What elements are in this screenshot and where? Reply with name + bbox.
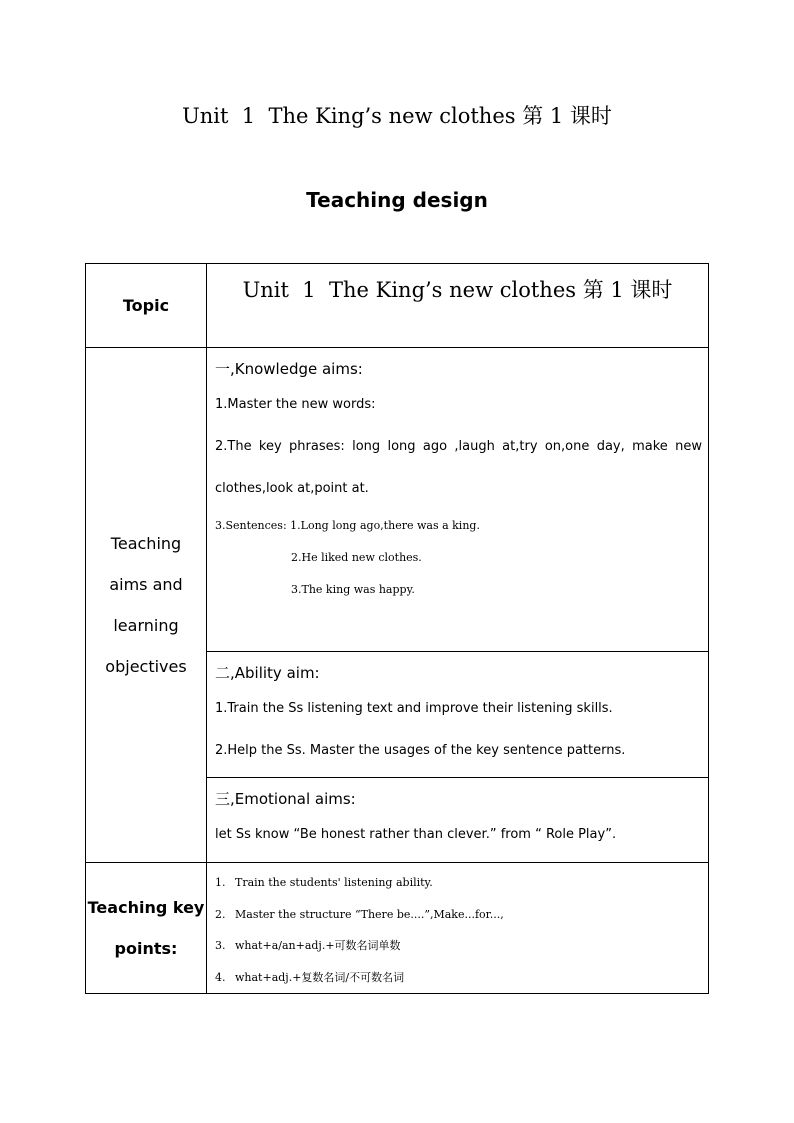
keypoint-number: 3. [215, 939, 226, 952]
keypoint-item [215, 867, 702, 899]
teaching-plan-table [85, 263, 709, 994]
keypoint-item [215, 899, 702, 931]
ability-heading: 二,Ability aim: [215, 664, 320, 682]
aims-label-line: learning [113, 616, 179, 635]
ability-line: 2.Help the Ss. Master the usages of the key sentence patterns. [215, 743, 626, 758]
keypoints-row [86, 863, 709, 994]
keypoints-cell [207, 863, 709, 994]
keypoints-label [86, 863, 207, 994]
knowledge-line: 1.Master the new words: [215, 397, 376, 412]
keypoint-text: what+a/an+adj.+可数名词单数 [235, 939, 401, 952]
keypoint-item [215, 930, 702, 962]
sentences-line: 3.Sentences: 1.Long long ago,there was a king. [215, 519, 480, 532]
topic-row [86, 264, 709, 348]
sentences-line: 2.He liked new clothes. [291, 551, 422, 564]
keypoint-number: 4. [215, 970, 226, 984]
keypoint-text: Train the students' listening ability. [235, 876, 433, 889]
keypoint-text: what+adj.+复数名词/不可数名词 [235, 970, 405, 984]
document-subtitle: Teaching design [306, 188, 488, 212]
knowledge-line: clothes,look at,point at. [215, 481, 369, 496]
ability-aim-cell [207, 652, 709, 778]
document-title: Unit 1 The King’s new clothes 第 1 课时 [182, 104, 612, 128]
aims-label [86, 348, 207, 863]
emotional-aims-cell [207, 778, 709, 863]
emotional-line: let Ss know “Be honest rather than clever.” from “ Role Play”. [215, 827, 617, 842]
aims-label-line: aims and [109, 575, 183, 594]
keypoint-number: 1. [215, 876, 226, 889]
knowledge-line: 2.The key phrases: long long ago ,laugh at,try on,one day, make new [215, 439, 702, 454]
keypoints-label-line: points: [114, 939, 178, 958]
topic-label: Topic [86, 264, 207, 348]
aims-label-line: objectives [105, 657, 187, 676]
keypoint-text: Master the structure “There be....”,Make...for..., [235, 907, 504, 921]
emotional-heading: 三,Emotional aims: [215, 790, 356, 808]
topic-value: Unit 1 The King’s new clothes 第 1 课时 [207, 264, 709, 348]
knowledge-aims-cell [207, 348, 709, 652]
aims-label-line: Teaching [110, 534, 182, 553]
keypoints-label-line: Teaching key [87, 898, 205, 917]
ability-line: 1.Train the Ss listening text and improve their listening skills. [215, 701, 613, 716]
sentences-line: 3.The king was happy. [291, 583, 415, 596]
keypoint-number: 2. [215, 907, 226, 921]
keypoint-item [215, 962, 702, 994]
knowledge-heading: 一,Knowledge aims: [215, 360, 363, 378]
knowledge-row [86, 348, 709, 652]
